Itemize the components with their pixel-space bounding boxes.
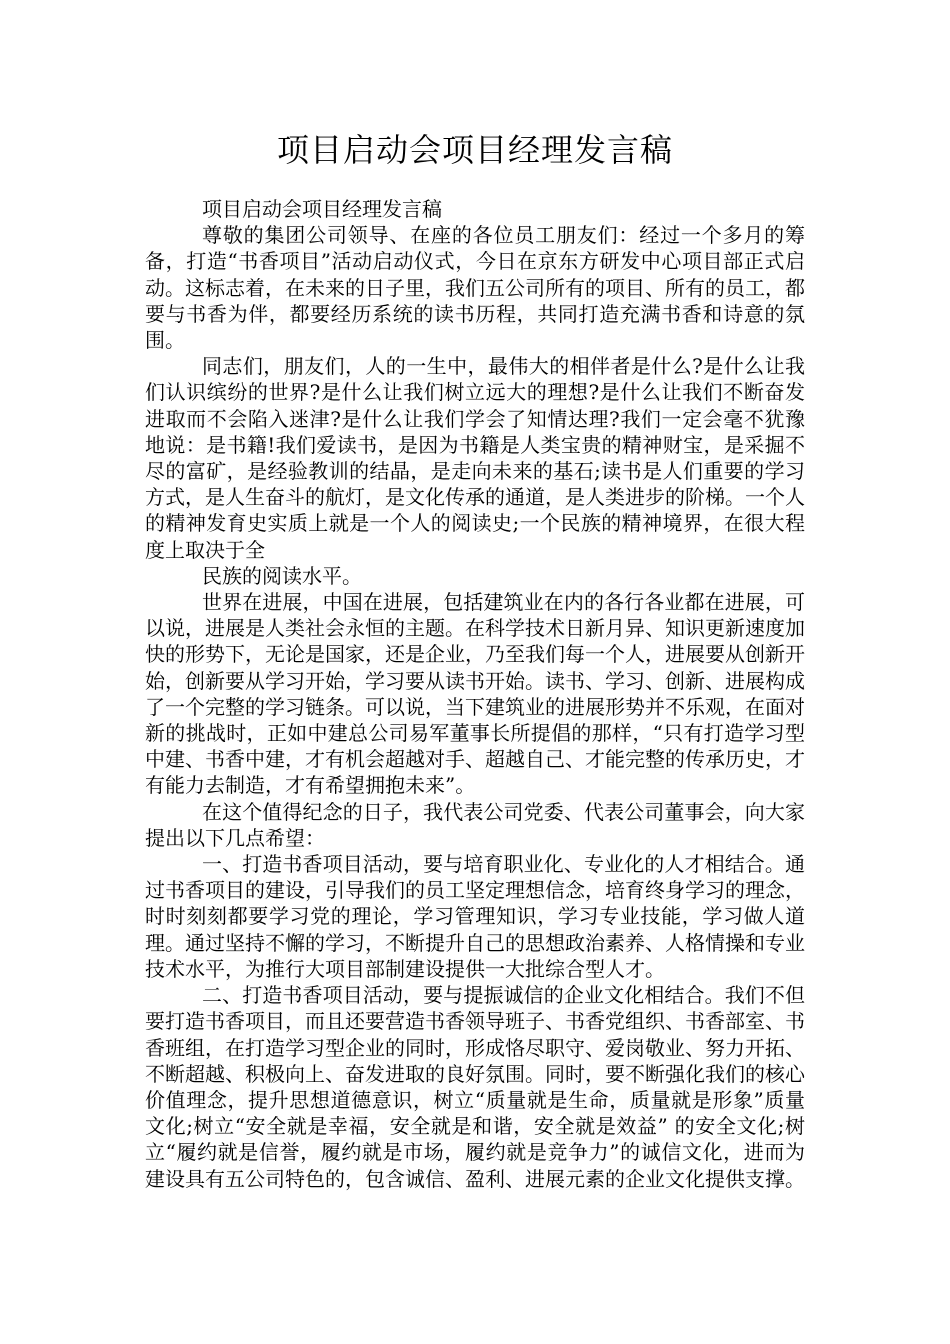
paragraph-heading: 项目启动会项目经理发言稿 <box>202 197 442 221</box>
paragraph-hopes-intro: 在这个值得纪念的日子，我代表公司党委、代表公司董事会，向大家提出以下几点希望： <box>145 799 805 850</box>
document-body <box>145 196 805 1192</box>
paragraph-reading-value: 同志们，朋友们，人的一生中，最伟大的相伴者是什么?是什么让我们认识缤纷的世界?是什么让我们树立远大的理想?是什么让我们不断奋发进取而不会陷入迷津?是什么让我们学会了知情达理?我们一定会毫不犹豫地说：是书籍!我们爱读书，是因为书籍是人类宝贵的精神财宝，是采掘不尽的富矿，是经验教训的结晶，是走向未来的基石;读书是人们重要的学习方式，是人生奋斗的航灯，是文化传承的通道，是人类进步的阶梯。一个人的精神发育史实质上就是一个人的阅读史;一个民族的精神境界，在很大程度上取决于全 <box>145 354 805 562</box>
paragraph-reading-level: 民族的阅读水平。 <box>202 563 362 588</box>
paragraph-greeting: 尊敬的集团公司领导、在座的各位员工朋友们：经过一个多月的筹备，打造“书香项目”活动启动仪式，今日在京东方研发中心项目部正式启动。这标志着，在未来的日子里，我们五公司所有的项目、所有的员工，都要与书香为伴，都要经历系统的读书历程，共同打造充满书香和诗意的氛围。 <box>145 223 805 353</box>
paragraph-development: 世界在进展，中国在进展，包括建筑业在内的各行各业都在进展，可以说，进展是人类社会永恒的主题。在科学技术日新月异、知识更新速度加快的形势下，无论是国家，还是企业，乃至我们每一个人，进展要从创新开始，创新要从学习开始，学习要从读书开始。读书、学习、创新、进展构成了一个完整的学习链条。可以说，当下建筑业的进展形势并不乐观，在面对新的挑战时，正如中建总公司易军董事长所提倡的那样，“只有打造学习型中建、书香中建，才有机会超越对手、超越自己、才能完整的传承历史，才有能力去制造，才有希望拥抱未来”。 <box>145 590 805 798</box>
paragraph-hope-one: 一、打造书香项目活动，要与培育职业化、专业化的人才相结合。通过书香项目的建设，引导我们的员工坚定理想信念，培育终身学习的理念，时时刻刻都要学习党的理论，学习管理知识，学习专业技能，学习做人道理。通过坚持不懈的学习，不断提升自己的思想政治素养、人格情操和专业技术水平，为推行大项目部制建设提供一大批综合型人才。 <box>145 852 805 981</box>
paragraph-hope-two: 二、打造书香项目活动，要与提振诚信的企业文化相结合。我们不但要打造书香项目，而且还要营造书香领导班子、书香党组织、书香部室、书香班组，在打造学习型企业的同时，形成恪尽职守、爱岗敬业、努力开拓、不断超越、积极向上、奋发进取的良好氛围。同时，要不断强化我们的核心价值理念，提升思想道德意识，树立“质量就是生命，质量就是形象”质量文化;树立“安全就是幸福，安全就是和谐，安全就是效益” 的安全文化;树立“履约就是信誉，履约就是市场，履约就是竞争力”的诚信文化，进而为建设具有五公司特色的，包含诚信、盈利、进展元素的企业文化提供支撑。 <box>145 983 805 1191</box>
document-title: 项目启动会项目经理发言稿 <box>276 131 673 169</box>
